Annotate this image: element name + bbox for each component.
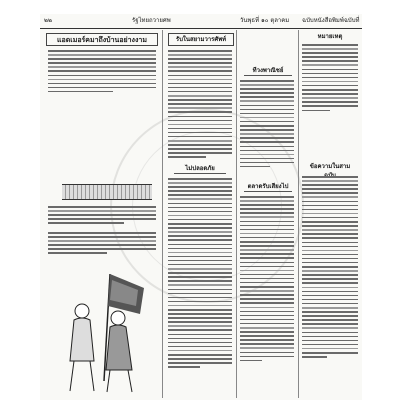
column3-text-bottom [240,196,294,364]
column4-text-bottom [302,176,358,360]
column4-heading-2: ข้อความในสาม [304,162,356,181]
newspaper-page [40,14,362,400]
column-divider [162,30,163,398]
soldiers-with-flag-illustration [52,266,152,396]
column2-text-top [168,50,232,161]
newspaper-title: รัฐไทยถวายศพ [132,17,171,24]
column4-heading-1: หมายเหตุ [317,33,343,40]
issue-date: วันพุธที่ ๑๐ ตุลาคม [240,17,290,24]
issue-label: ฉบับหนังสือพิมพ์ฉบับที่ [302,17,360,24]
column2-text-bottom [168,178,232,370]
column2-box-title: รับในสยามวารศัพท์ [168,33,234,46]
column-divider [298,30,299,398]
page-header [40,14,362,29]
column-divider [236,30,237,398]
column1-text-top [48,50,156,95]
page-number: ๒๒ [44,17,52,24]
column3-heading-1: ทีวงพาณิชย์ [244,66,292,76]
column2-heading: ไม่ปลอดภัย [174,164,226,174]
column3-heading-2: ตลาดรับเสียงไป [244,182,292,192]
ornamental-banner [62,184,152,200]
column1-text-story [48,232,156,257]
column1-box-title: แอดเมอร์คมาถึงบ้านอย่างงาม [46,33,158,46]
column1-text-mid [48,206,156,226]
column3-text-top [240,80,294,170]
column4-text-top [302,44,358,114]
